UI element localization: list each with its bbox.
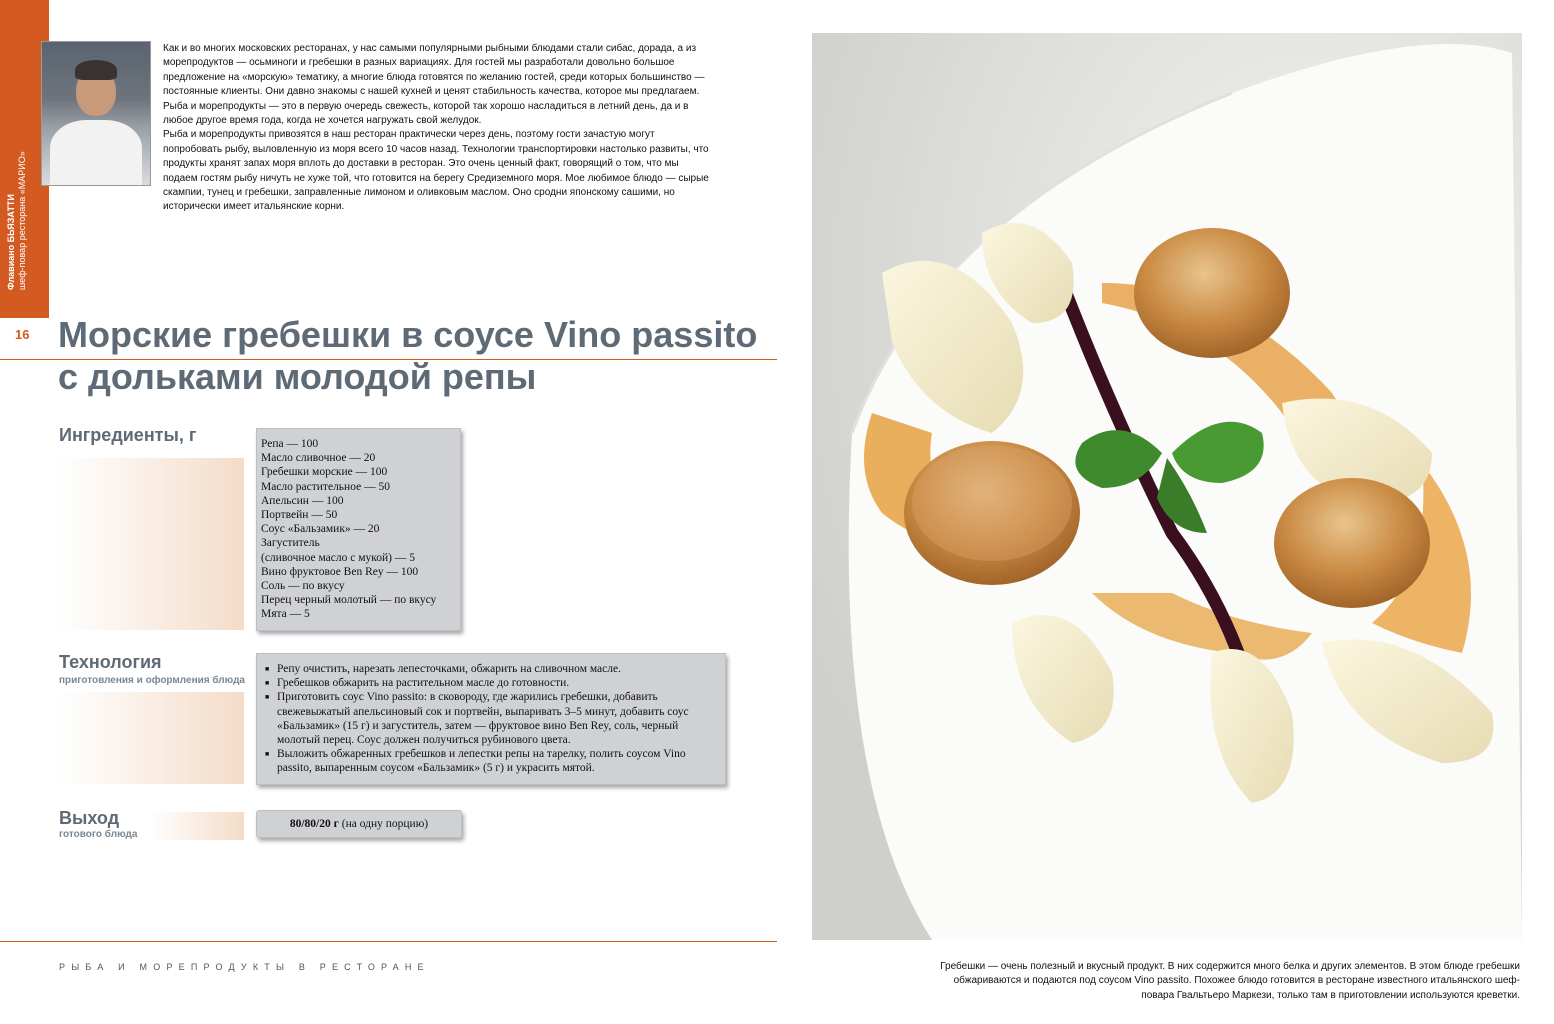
chef-quote	[163, 42, 711, 215]
yield-value: 80/80/20 г	[289, 818, 339, 830]
recipe-title: Морские гребешки в соусе Vino passito с дольками молодой репы	[58, 314, 758, 397]
technology-heading: Технология	[59, 652, 162, 672]
ingredient-item: Перец черный молотый — по вкусу	[261, 594, 437, 607]
ingredient-item: Портвейн — 50	[261, 509, 338, 522]
yield-fade	[150, 812, 244, 840]
page-number: 16	[15, 327, 30, 342]
yield-note: (на одну порцию)	[341, 818, 429, 830]
ingredient-item: Апельсин — 100	[261, 494, 344, 507]
ingredient-item: Репа — 100	[261, 438, 319, 450]
quote-paragraph: Рыба и морепродукты привозятся в наш ресторан практически через день, поэтому гости зачастую могут попробовать рыбу, выловленную из моря всего 10 часов назад. Технологии транспортировки настолько развиты, что продукты хранят запах моря вплоть до доставки в ресторан. Это очень ценный факт, говорящий о том, что мы подаем гостям рыбу ничуть не хуже той, что готовится на берегу Средиземного моря. Мое любимое блюдо — сырые скампии, тунец и гребешки, заправленные лимоном и оливковым маслом. Оно сродни японскому сашими, но исторически имеет итальянские корни.	[163, 129, 709, 213]
dish-illustration	[812, 33, 1522, 940]
chef-name: Флавиано БЬЯЗАТТИ	[6, 194, 16, 290]
ingredient-item: Гребешки морские — 100	[261, 466, 388, 479]
yield-subheading: готового блюда	[59, 829, 138, 840]
ingredient-item: Соль — по вкусу	[261, 580, 345, 593]
technology-step: ■ Приготовить соус Vino passito: в сковороду, где жарились гребешки, добавить свежевыжатый апельсиновый сок и портвейн, выпаривать 3–5 минут, добавить соус «Бальзамик» (15 г) и загуститель, затем — фруктовое вино Ben Rey, соль, черный молотый перец. Соус должен получиться рубинового цвета.	[265, 690, 717, 747]
technology-step: ■ Репу очистить, нарезать лепесточками, обжарить на сливочном масле.	[265, 662, 717, 676]
ingredients-heading: Ингредиенты, г	[59, 425, 197, 445]
ingredients-box	[256, 428, 461, 631]
technology-step: ■ Выложить обжаренных гребешков и лепестки репы на тарелку, полить соусом Vino passito, выпаренным соусом «Бальзамик» (5 г) и украсить мятой.	[265, 747, 717, 775]
technology-subheading: приготовления и оформления блюда	[59, 675, 245, 686]
chef-position: шеф-повар ресторана «МАРИО»	[17, 151, 27, 290]
technology-fade	[59, 692, 244, 784]
ingredient-item: Мята — 5	[261, 608, 310, 621]
ingredient-item: Загуститель	[261, 537, 320, 550]
chef-photo	[41, 41, 151, 186]
dish-photo	[812, 33, 1522, 940]
yield-heading: Выход	[59, 808, 120, 828]
quote-paragraph: Как и во многих московских ресторанах, у нас самыми популярными рыбными блюдами стали сибас, дорада, а из морепродуктов — осьминоги и гребешки в разных вариациях. Для гостей мы разработали довольно большое предложение на «морскую» тематику, а многие блюда готовятся по желанию гостей, среди которых большинство — постоянные клиенты. Они давно знакомы с нашей кухней и ценят стабильность качества, которое мы предлагаем. Рыба и морепродукты — это в первую очередь свежесть, которой так хорошо насладиться в летний день, да и в любое другое время года, когда не хочется нагружать свой желудок.	[163, 43, 705, 127]
chef-credit	[6, 40, 38, 290]
technology-box	[256, 653, 726, 785]
ingredient-item: (сливочное масло с мукой) — 5	[261, 551, 415, 564]
ingredient-item: Масло растительное — 50	[261, 480, 390, 493]
yield-box	[256, 810, 462, 838]
photo-caption: Гребешки — очень полезный и вкусный продукт. В них содержится много белка и других элементов. В этом блюде гребешки обжариваются и подаются под соусом Vino passito. Похожее блюдо готовится в ресторане известного итальянского шеф-повара Гвальтьеро Маркези, только там в приготовлении используются креветки.	[940, 961, 1520, 1001]
ingredient-item: Вино фруктовое Ben Rey — 100	[261, 565, 419, 578]
technology-step: ■ Гребешков обжарить на растительном масле до готовности.	[265, 676, 717, 690]
ingredient-item: Масло сливочное — 20	[261, 452, 376, 465]
ingredient-item: Соус «Бальзамик» — 20	[261, 523, 380, 536]
ingredients-fade	[59, 458, 244, 630]
running-footer: РЫБА И МОРЕПРОДУКТЫ В РЕСТОРАНЕ	[59, 962, 430, 972]
footer-divider	[0, 941, 777, 942]
technology-steps	[265, 662, 717, 776]
